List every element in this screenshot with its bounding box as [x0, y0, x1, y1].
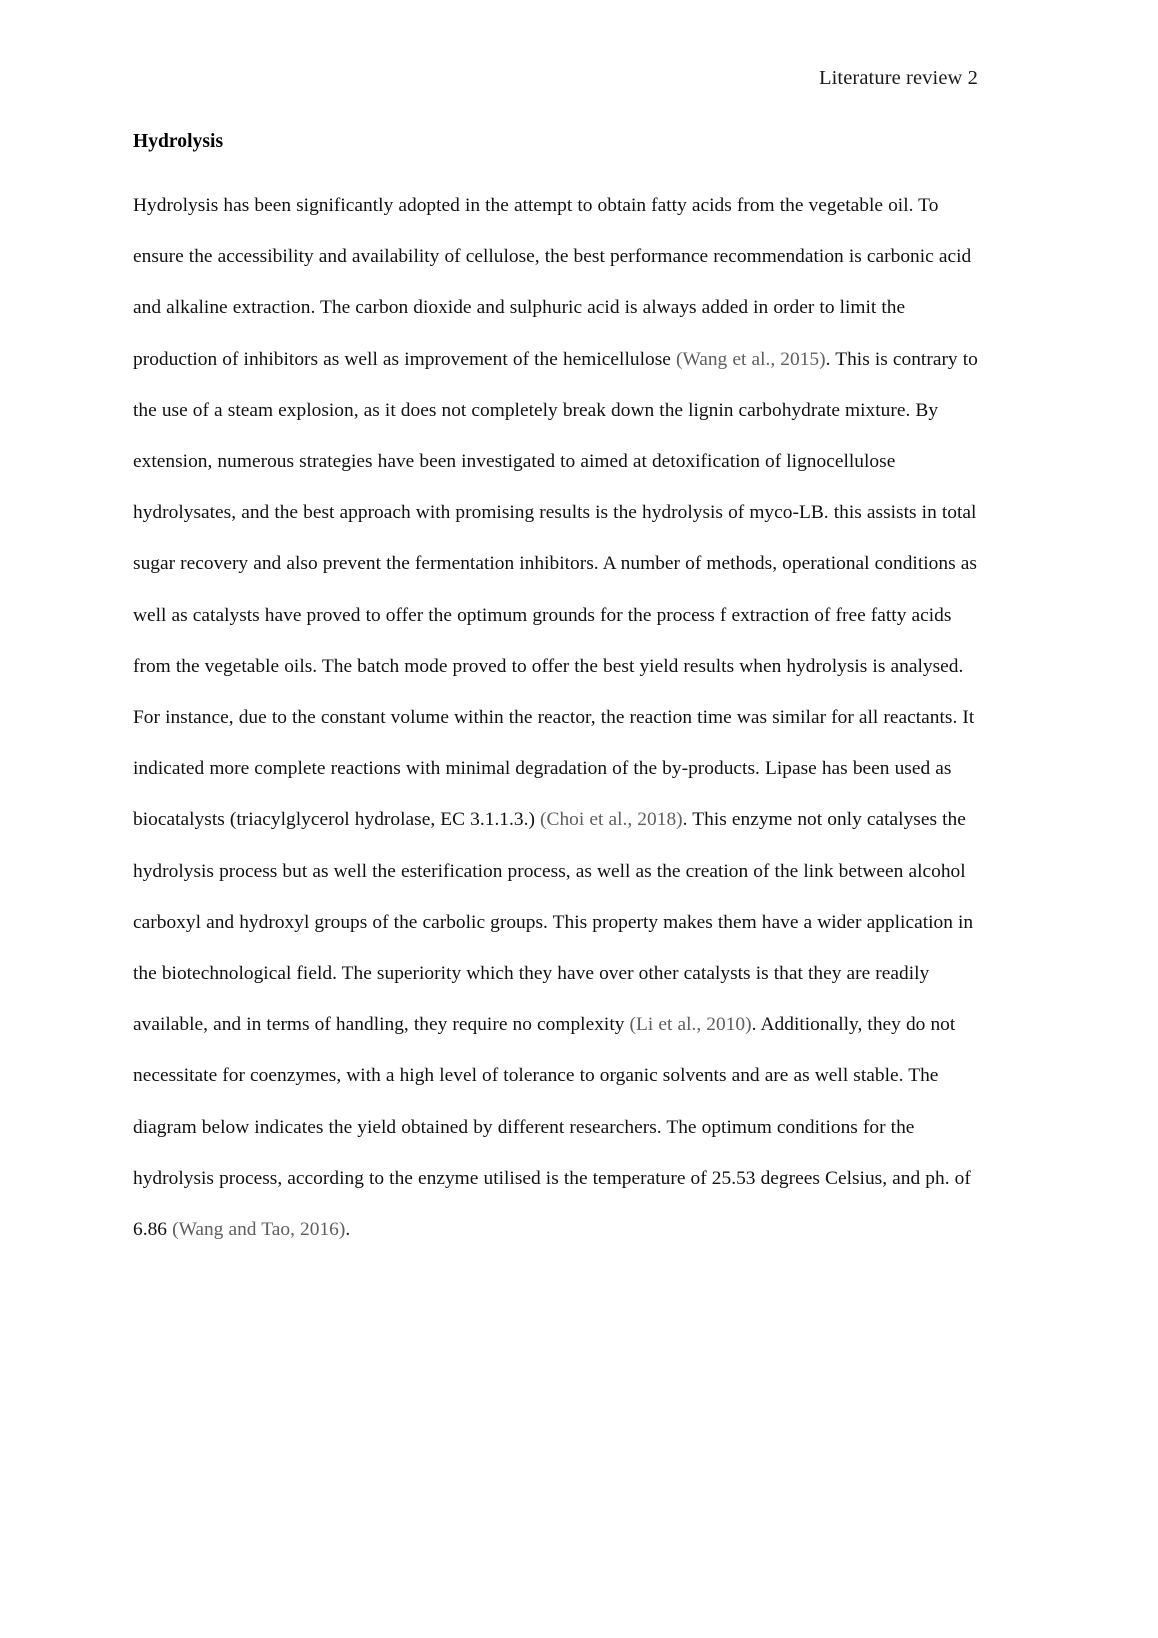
paragraph-text-part-3: . This enzyme not only catalyses the hydrolysis process but as well the esterification process, as well as the creation of the link between alcohol carboxyl and hydroxyl groups of the carbolic groups. This property makes them have a wider application in the biotechnological field. The superiority which they have over other catalysts is that they are readily available, and in terms of handling, they require no complexity — [133, 809, 974, 1036]
document-body — [133, 128, 981, 1255]
body-paragraph — [133, 180, 981, 1255]
citation-wang-tao-2016: (Wang and Tao, 2016) — [172, 1219, 346, 1241]
paragraph-text-part-4: . Additionally, they do not necessitate for coenzymes, with a high level of tolerance to organic solvents and are as well stable. The diagram below indicates the yield obtained by different researchers. The optimum conditions for the hydrolysis process, according to the enzyme utilised is the temperature of 25.53 degrees Celsius, and ph. of 6.86 — [133, 1014, 971, 1241]
paragraph-text-part-1: Hydrolysis has been significantly adopted in the attempt to obtain fatty acids from the vegetable oil. To ensure the accessibility and availability of cellulose, the best performance recommendation is carbonic acid and alkaline extraction. The carbon dioxide and sulphuric acid is always added in order to limit the production of inhibitors as well as improvement of the hemicellulose — [133, 195, 972, 370]
running-head: Literature review 2 — [819, 67, 978, 89]
section-heading-hydrolysis: Hydrolysis — [133, 131, 224, 152]
paragraph-text-part-2: . This is contrary to the use of a steam explosion, as it does not completely break down the lignin carbohydrate mixture. By extension, numerous strategies have been investigated to aimed at detoxification of lignocellulose hydrolysates, and the best approach with promising results is the hydrolysis of myco-LB. this assists in total sugar recovery and also prevent the fermentation inhibitors. A number of methods, operational conditions as well as catalysts have proved to offer the optimum grounds for the process f extraction of free fatty acids from the vegetable oils. The batch mode proved to offer the best yield results when hydrolysis is analysed. For instance, due to the constant volume within the reactor, the reaction time was similar for all reactants. It indicated more complete reactions with minimal degradation of the by-products. Lipase has been used as biocatalysts (triacylglycerol hydrolase, EC 3.1.1.3.) — [133, 348, 978, 831]
citation-li-2010: (Li et al., 2010) — [629, 1014, 752, 1036]
citation-wang-2015: (Wang et al., 2015) — [675, 348, 826, 370]
citation-choi-2018: (Choi et al., 2018) — [540, 809, 683, 831]
paragraph-text-part-5: . — [345, 1219, 351, 1241]
